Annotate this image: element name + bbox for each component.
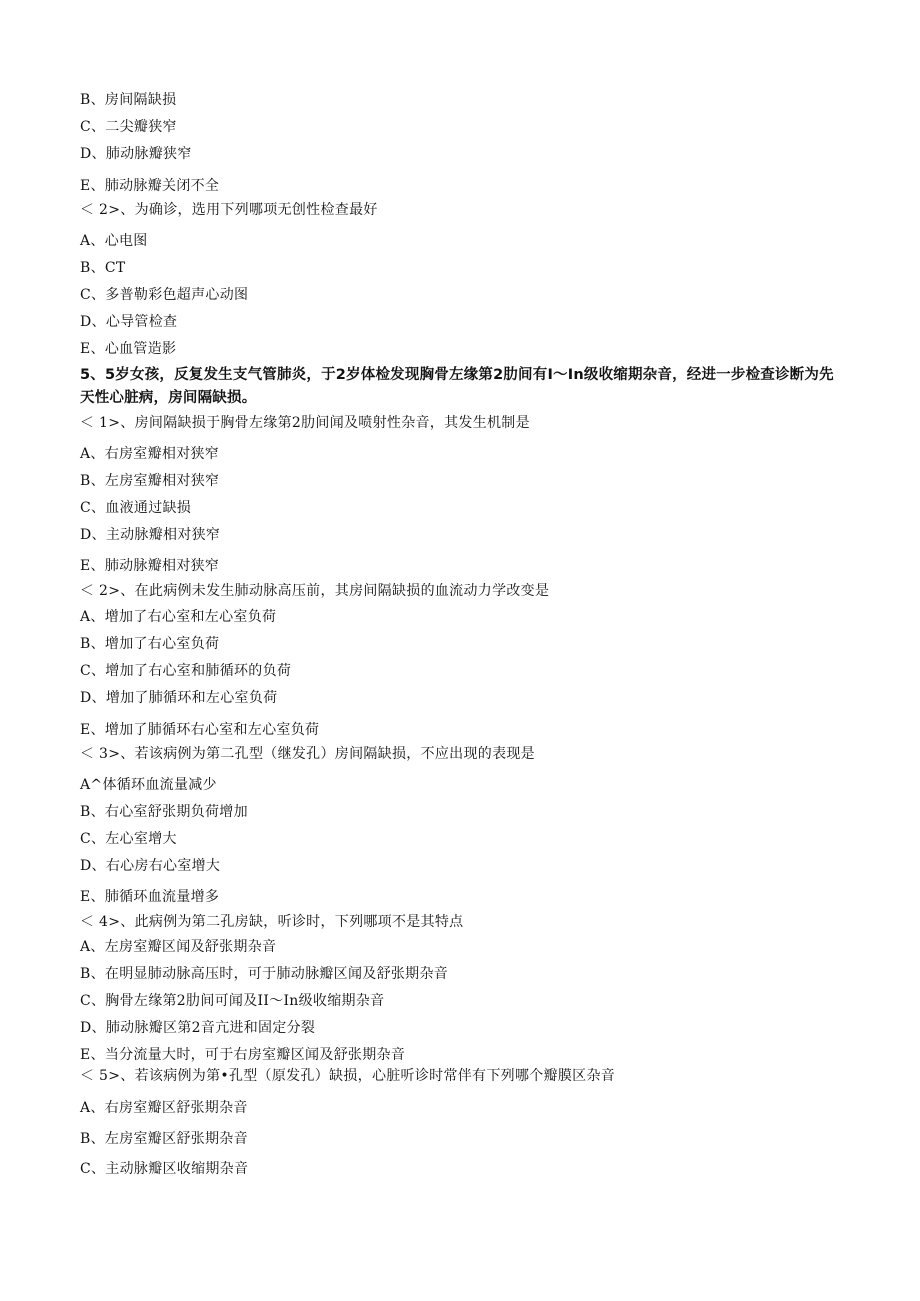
option-e: E、增加了肺循环右心室和左心室负荷 — [80, 722, 320, 738]
option-d: D、肺动脉瓣区第2音亢进和固定分裂 — [80, 1020, 316, 1036]
option-a: A、右房室瓣区舒张期杂音 — [80, 1100, 248, 1116]
option-b: B、右心室舒张期负荷增加 — [80, 804, 248, 820]
sub-question-2b: ＜ 2>、在此病例未发生肺动脉高压前，其房间隔缺损的血流动力学改变是 — [80, 583, 550, 599]
option-c-doppler: C、多普勒彩色超声心动图 — [80, 287, 249, 303]
option-c: C、胸骨左缘第2肋间可闻及II～In级收缩期杂音 — [80, 993, 385, 1009]
option-b-ct: B、CT — [80, 260, 126, 276]
option-e-angiography: E、心血管造影 — [80, 341, 177, 357]
option-c: C、主动脉瓣区收缩期杂音 — [80, 1161, 249, 1177]
sub-question-1: ＜ 1>、房间隔缺损于胸骨左缘第2肋间闻及喷射性杂音，其发生机制是 — [80, 415, 530, 431]
option-c: C、增加了右心室和肺循环的负荷 — [80, 663, 292, 679]
option-b: B、在明显肺动脉高压时，可于肺动脉瓣区闻及舒张期杂音 — [80, 966, 449, 982]
option-c-mitral-stenosis: C、二尖瓣狭窄 — [80, 119, 177, 135]
option-e: E、当分流量大时，可于右房室瓣区闻及舒张期杂音 — [80, 1047, 406, 1063]
option-b: B、左房室瓣相对狭窄 — [80, 473, 220, 489]
option-d: D、右心房右心室增大 — [80, 858, 221, 874]
option-b: B、左房室瓣区舒张期杂音 — [80, 1131, 248, 1147]
option-d: D、主动脉瓣相对狭窄 — [80, 527, 221, 543]
option-a: A、增加了右心室和左心室负荷 — [80, 609, 277, 625]
question-5-stem: 5、5岁女孩，反复发生支气管肺炎，于2岁体检发现胸骨左缘第2肋间有I～In级收缩期杂音，经进一步检查诊断为先天性心脏病，房间隔缺损。 — [80, 367, 834, 406]
option-b: B、增加了右心室负荷 — [80, 636, 220, 652]
option-e-pulmonary-insufficiency: E、肺动脉瓣关闭不全 — [80, 178, 220, 194]
sub-question-4: ＜ 4>、此病例为第二孔房缺，听诊时，下列哪项不是其特点 — [80, 914, 464, 930]
option-a-ecg: A、心电图 — [80, 233, 148, 249]
option-e: E、肺循环血流量增多 — [80, 889, 220, 905]
option-c: C、左心室增大 — [80, 831, 177, 847]
option-c: C、血液通过缺损 — [80, 500, 192, 516]
sub-question-2: ＜ 2>、为确诊，选用下列哪项无创性检查最好 — [80, 202, 378, 218]
option-d: D、增加了肺循环和左心室负荷 — [80, 690, 278, 706]
option-a: A^体循环血流量减少 — [80, 777, 217, 793]
option-d-catheter: D、心导管检查 — [80, 314, 178, 330]
sub-question-5: ＜ 5>、若该病例为第•孔型（原发孔）缺损，心脏听诊时常伴有下列哪个瓣膜区杂音 — [80, 1068, 616, 1084]
option-a: A、左房室瓣区闻及舒张期杂音 — [80, 939, 277, 955]
option-a: A、右房室瓣相对狭窄 — [80, 446, 220, 462]
option-e: E、肺动脉瓣相对狭窄 — [80, 558, 220, 574]
sub-question-3: ＜ 3>、若该病例为第二孔型（继发孔）房间隔缺损，不应出现的表现是 — [80, 746, 535, 762]
option-b-atrial-septal-defect: B、房间隔缺损 — [80, 92, 177, 108]
option-d-pulmonary-stenosis: D、肺动脉瓣狭窄 — [80, 146, 192, 162]
